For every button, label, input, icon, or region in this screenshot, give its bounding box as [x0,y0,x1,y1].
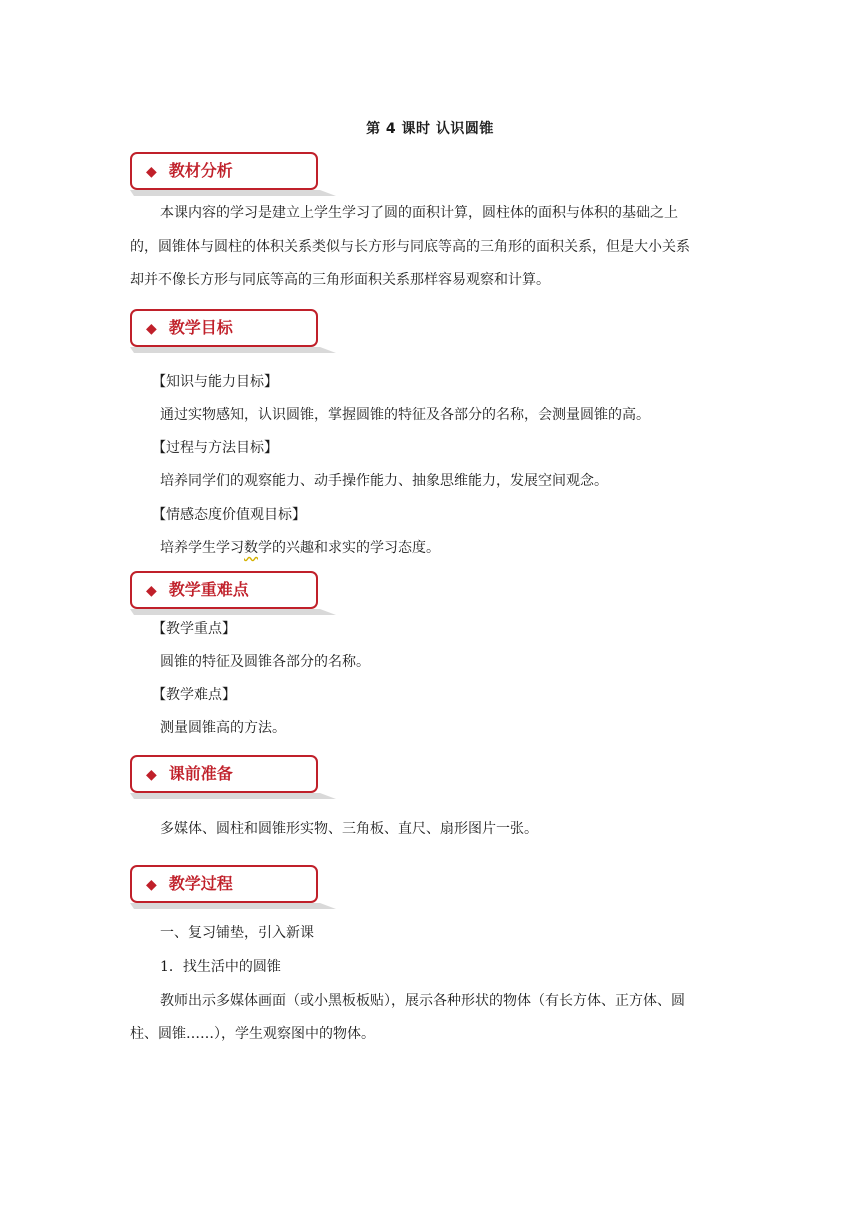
heading-shadow [130,903,336,909]
diamond-icon: ◆ [146,583,157,599]
process-step-1: 一、复习铺垫，引入新课 [160,925,314,941]
emotion-text-c: 学的兴趣和求实 [258,540,356,556]
analysis-line-1: 本课内容的学习是建立上学生学习了圆的面积计算，圆柱体的面积与体积的基础之上 [160,205,678,221]
section-heading-key-points [130,571,318,609]
section-heading-label: 教学目标 [168,318,233,337]
section-heading-preparation [130,755,318,793]
process-desc-line-2: 柱、圆锥……），学生观察图中的物体。 [130,1026,375,1042]
diamond-icon: ◆ [146,877,157,893]
diamond-icon: ◆ [146,321,157,337]
preparation-text: 多媒体、圆柱和圆锥形实物、三角板、直尺、扇形图片一张。 [160,821,538,837]
process-text: 培养同学们的观察能力、动手操作能力、抽象思维能力，发展空间观念。 [160,473,608,489]
section-heading-label: 课前准备 [168,764,233,783]
analysis-line-3: 却并不像长方形与同底等高的三角形面积关系那样容易观察和计算。 [130,272,550,288]
section-heading-label: 教材分析 [168,161,233,180]
emotion-text-b: 数 [244,540,258,556]
process-step-1-1: 1．找生活中的圆锥 [160,959,281,975]
section-heading-process [130,865,318,903]
knowledge-text: 通过实物感知，认识圆锥，掌握圆锥的特征及各部分的名称，会测量圆锥的高。 [160,407,650,423]
heading-shadow [130,793,336,799]
process-desc-line-1: 教师出示多媒体画面（或小黑板板贴），展示各种形状的物体（有长方体、正方体、圆 [160,993,685,1009]
section-heading-objectives [130,309,318,347]
focus-text: 圆锥的特征及圆锥各部分的名称。 [160,654,370,670]
section-heading-analysis [130,152,318,190]
emotion-text [160,533,760,564]
emotion-text-d: 的学习态度。 [356,540,440,556]
analysis-line-2: 的，圆锥体与圆柱的体积关系类似与长方形与同底等高的三角形的面积关系，但是大小关系 [130,239,690,255]
section-heading-label: 教学过程 [168,874,233,893]
section-heading-label: 教学重难点 [168,580,249,599]
difficulty-label: 【教学难点】 [152,687,236,703]
heading-shadow [130,347,336,353]
emotion-label: 【情感态度价值观目标】 [152,507,306,523]
focus-label: 【教学重点】 [152,621,236,637]
process-label: 【过程与方法目标】 [152,440,278,456]
emotion-text-a: 培养学生学习 [160,540,244,556]
difficulty-text: 测量圆锥高的方法。 [160,720,286,736]
page-title: 第 4 课时 认识圆锥 [366,121,494,137]
heading-shadow [130,190,336,196]
diamond-icon: ◆ [146,164,157,180]
diamond-icon: ◆ [146,767,157,783]
knowledge-label: 【知识与能力目标】 [152,374,278,390]
